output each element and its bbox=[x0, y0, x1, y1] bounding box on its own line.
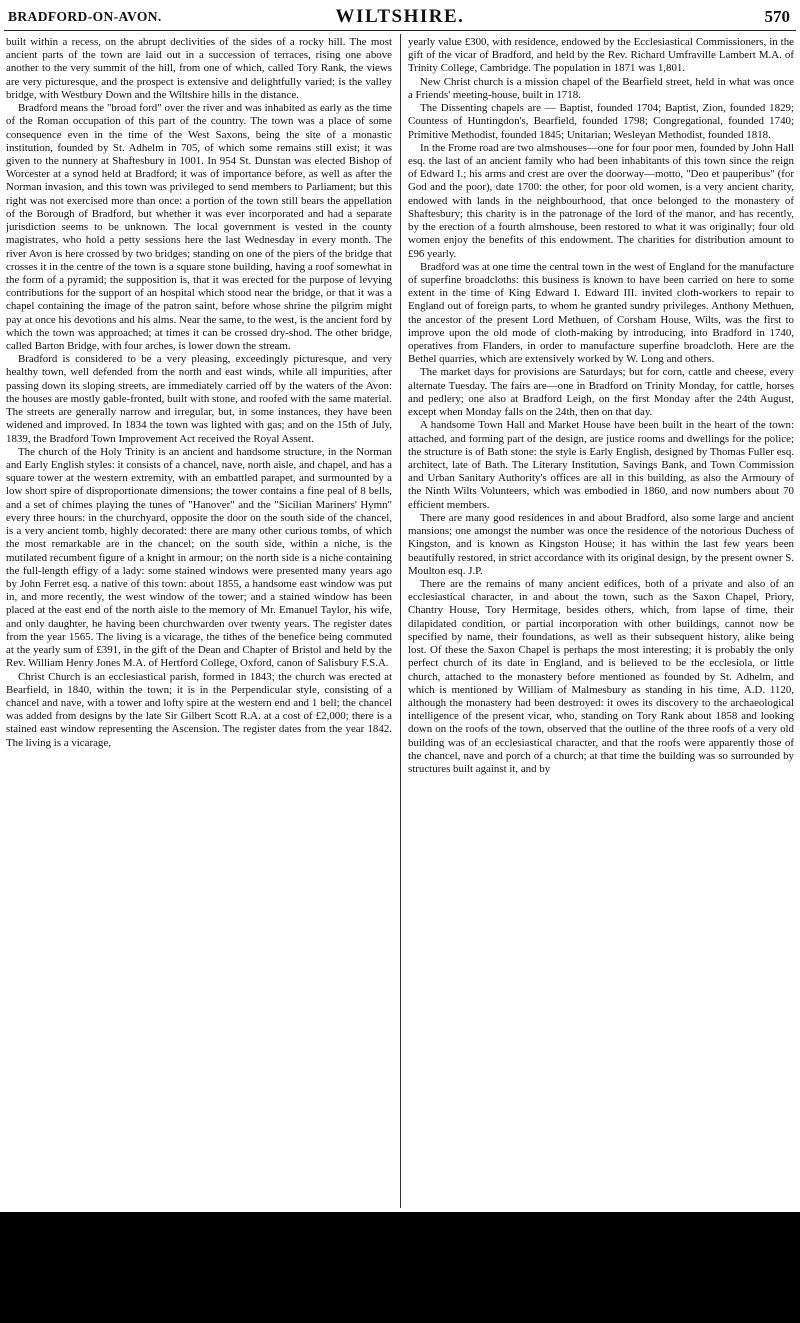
header-rule bbox=[4, 30, 796, 31]
paragraph: There are many good residences in and about Bradford, also some large and ancient mansions; one amongst the number was once the residence of the notorious Duchess of Kingston, and is known as Kingston House; it has within the last few years been beautifully restored, in strict accordance with its original design, by the present owner S. Moulton esq. J.P. bbox=[408, 511, 794, 577]
paragraph: There are the remains of many ancient edifices, both of a private and also of an ecclesiastical character, in and about the town, such as the Saxon Chapel, Priory, Chantry House, Tory Hermitage, besides others, which, from lapse of time, their dilapidated condition, or partial incorporation with other buildings, cannot now be specified by name, their foundations, as well as their subsequent history, alike being lost. Of these the Saxon Chapel is perhaps the most interesting; it is probably the only perfect church of its date in England, and is believed to be the ecclesiola, or little church, attached to the monastery before mentioned as founded by St. Adhelm, and which is mentioned by William of Malmesbury as standing in his time, A.D. 1120, although the monastery had been destroyed: it owes its discovery to the archaeological intelligence of the present vicar, who, standing on Tory Rank about 1858 and looking down on the roofs of the town, observed that the outline of the three roofs of a very old building was of an ecclesiastical character, and that the roofs were apparently those of the chancel, nave and porch of a church; at that time the building was so surrounded by structures built against it, and by bbox=[408, 577, 794, 776]
paragraph: Bradford means the "broad ford" over the river and was inhabited as early as the time of the Roman occupation of this part of the country. The town was a place of some consequence even in the time of the West Saxons, being the site of a monastic institution, founded by St. Adhelm in 705, of which some remains still exist; it was given to the nunnery at Shaftesbury in 1001. In 954 St. Dunstan was elected Bishop of Worcester at a synod held at Bradford; it was of importance before, as well as after the Norman invasion, and this town was privileged to send members to Parliament; but this right was not exercised more than once: a portion of the town still bears the appellation of the Borough of Bradford, but whether it was ever incorporated and had a separate jurisdiction seems to be unknown. The local government is vested in the county magistrates, who hold a petty sessions here the last Wednesday in every month. The river Avon is here crossed by two bridges; standing on one of the piers of the bridge that crosses it in the centre of the town is a square stone building, having a roof somewhat in the form of a pyramid; the supposition is, that it was erected for the purpose of levying contributions for the support of an hospital which stood near the bridge, or that it was a chapel containing the image of the patron saint, before whose shrine the pilgrim might pay at once his devotions and his alms. Near the same, to the west, is the ancient ford by which the town was approached; at times it can be crossed dry-shod. The other bridge, called Barton Bridge, with four arches, is lower down the stream. bbox=[6, 102, 392, 353]
paragraph: New Christ church is a mission chapel of the Bearfield street, held in what was once a Friends' meeting-house, built in 1718. bbox=[408, 75, 794, 101]
page-number: 570 bbox=[764, 7, 790, 26]
scan-border bbox=[0, 1212, 800, 1323]
left-column bbox=[6, 36, 392, 1208]
paragraph: built within a recess, on the abrupt declivities of the sides of a rocky hill. The most ancient parts of the town are laid out in a succession of terraces, rising one above another to the very summit of the hill, from one of which, called Tory Rank, the views are very picturesque, and the prospect is extensive and delightfully varied; is the valley bridge, with Westbury Down and the Wiltshire hills in the distance. bbox=[6, 36, 392, 101]
paragraph: Christ Church is an ecclesiastical parish, formed in 1843; the church was erected at Bearfield, in 1840, within the town; it is in the Perpendicular style, consisting of a chancel and nave, with a tower and lofty spire at the western end and 1 bell; the chancel was added from designs by the late Sir Gilbert Scott R.A. at a cost of £2,000; there is a stained east window representing the Ascension. The register dates from the year 1842. The living is a vicarage, bbox=[6, 670, 392, 749]
paragraph: Bradford was at one time the central town in the west of England for the manufacture of superfine broadcloths: this business is known to have been carried on here to some extent in the time of King Edward I. Edward III. invited cloth-workers to repair to England out of foreign parts, to whom he granted sundry privileges. Anthony Methuen, the ancestor of the present Lord Methuen, of Corsham House, Wilts, was the first to improve upon the old mode of cloth-making by introducing, into Bradford in 1740, operatives from Flanders, in order to manufacture superfine broadcloth. Here are the Bethel quarries, which are extensively worked by W. Long and others. bbox=[408, 260, 794, 366]
page-header bbox=[0, 6, 800, 28]
right-column bbox=[408, 36, 794, 1208]
paragraph: yearly value £300, with residence, endowed by the Ecclesiastical Commissioners, in the gift of the vicar of Bradford, and held by the Rev. Richard Umfraville Lambert M.A. of Trinity College, Cambridge. The population in 1871 was 1,801. bbox=[408, 36, 794, 75]
paragraph: A handsome Town Hall and Market House have been built in the heart of the town: attached, and forming part of the design, are justice rooms and dwellings for the police; the structure is of Bath stone: the style is Early English, designed by Thomas Fuller esq. architect, late of Bath. The Literary Institution, Savings Bank, and Town Commission and Urban Sanitary Authority's offices are all in this building, as also the Armoury of the Ninth Wilts Volunteers, which was embodied in 1860, and now numbers about 70 efficient members. bbox=[408, 419, 794, 511]
running-head-county: WILTSHIRE. bbox=[335, 6, 465, 27]
running-head-place: BRADFORD-ON-AVON. bbox=[8, 9, 162, 24]
paragraph: In the Frome road are two almshouses—one for four poor men, founded by John Hall esq. the last of an ancient family who had been inhabitants of this town since the reign of Edward I.; his arms and crest are over the doorway—motto, "Deo et pauperibus" (for God and the poor), date 1700: the other, for poor old women, is a very ancient charity, endowed with lands in the neighbourhood, that once belonged to the monastery of Shaftesbury; this charity is in the patronage of the lord of the manor, and has recently, by the erection of a fourth almshouse, been restored to what it was originally; four old women enjoy the benefits of this endowment. The charities for distribution amount to £96 yearly. bbox=[408, 141, 794, 260]
paragraph: Bradford is considered to be a very pleasing, exceedingly picturesque, and very healthy town, well defended from the north and east winds, while all impurities, after passing down its sloping streets, are immediately carried off by the waters of the Avon: the houses are mostly gable-fronted, built with stone, and roofed with the same material. The streets are generally narrow and irregular, but, in some instances, they have been widened and improved. In 1834 the town was lighted with gas; and on the 15th of July, 1839, the Bradford Town Improvement Act received the Royal Assent. bbox=[6, 353, 392, 445]
paragraph: The church of the Holy Trinity is an ancient and handsome structure, in the Norman and Early English styles: it consists of a chancel, nave, north aisle, and chapel, and has a square tower at the western extremity, with an embattled parapet, and surmounted by a low short spire of disproportionate dimensions; the tower contains a fine peal of 8 bells, and a set of chimes playing the tunes of "Hanover" and the "Sicilian Mariners' Hymn" every three hours: in the churchyard, opposite the door on the south side of the chancel, is a very ancient tomb, highly decorated: there are many other curious tombs, of which the most remarkable are in the chancel; on the south side, within a niche, is the mutilated recumbent figure of a knight in armour; on the north side is a niche containing the full-length effigy of a lady: some stained windows were presented many years ago by John Ferret esq. a native of this town: about 1855, a handsome east window was put in, and more recently, the west window of the tower; and a stained window has been placed at the east end of the north aisle to the memory of Mr. Emanuel Taylor, his wife, and only daughter, he having been churchwarden over twenty years. The register dates from the year 1565. The living is a vicarage, the tithes of the benefice being commuted at the yearly sum of £391, in the gift of the Dean and Chapter of Bristol and held by the Rev. William Henry Jones M.A. of Hertford College, Oxford, canon of Salisbury F.S.A. bbox=[6, 445, 392, 670]
column-divider bbox=[400, 34, 401, 1208]
paragraph: The Dissenting chapels are — Baptist, founded 1704; Baptist, Zion, founded 1829; Countess of Huntingdon's, Bearfield, founded 1798; Congregational, founded 1740; Primitive Methodist, founded 1845; Unitarian; Wesleyan Methodist, founded 1818. bbox=[408, 102, 794, 141]
paragraph: The market days for provisions are Saturdays; but for corn, cattle and cheese, every alternate Tuesday. The fairs are—one in Bradford on Trinity Monday, for cattle, horses and pedlery; one also at Bradford Leigh, on the first Monday after the 24th August, except when Monday falls on the 24th, then on that day. bbox=[408, 366, 794, 419]
